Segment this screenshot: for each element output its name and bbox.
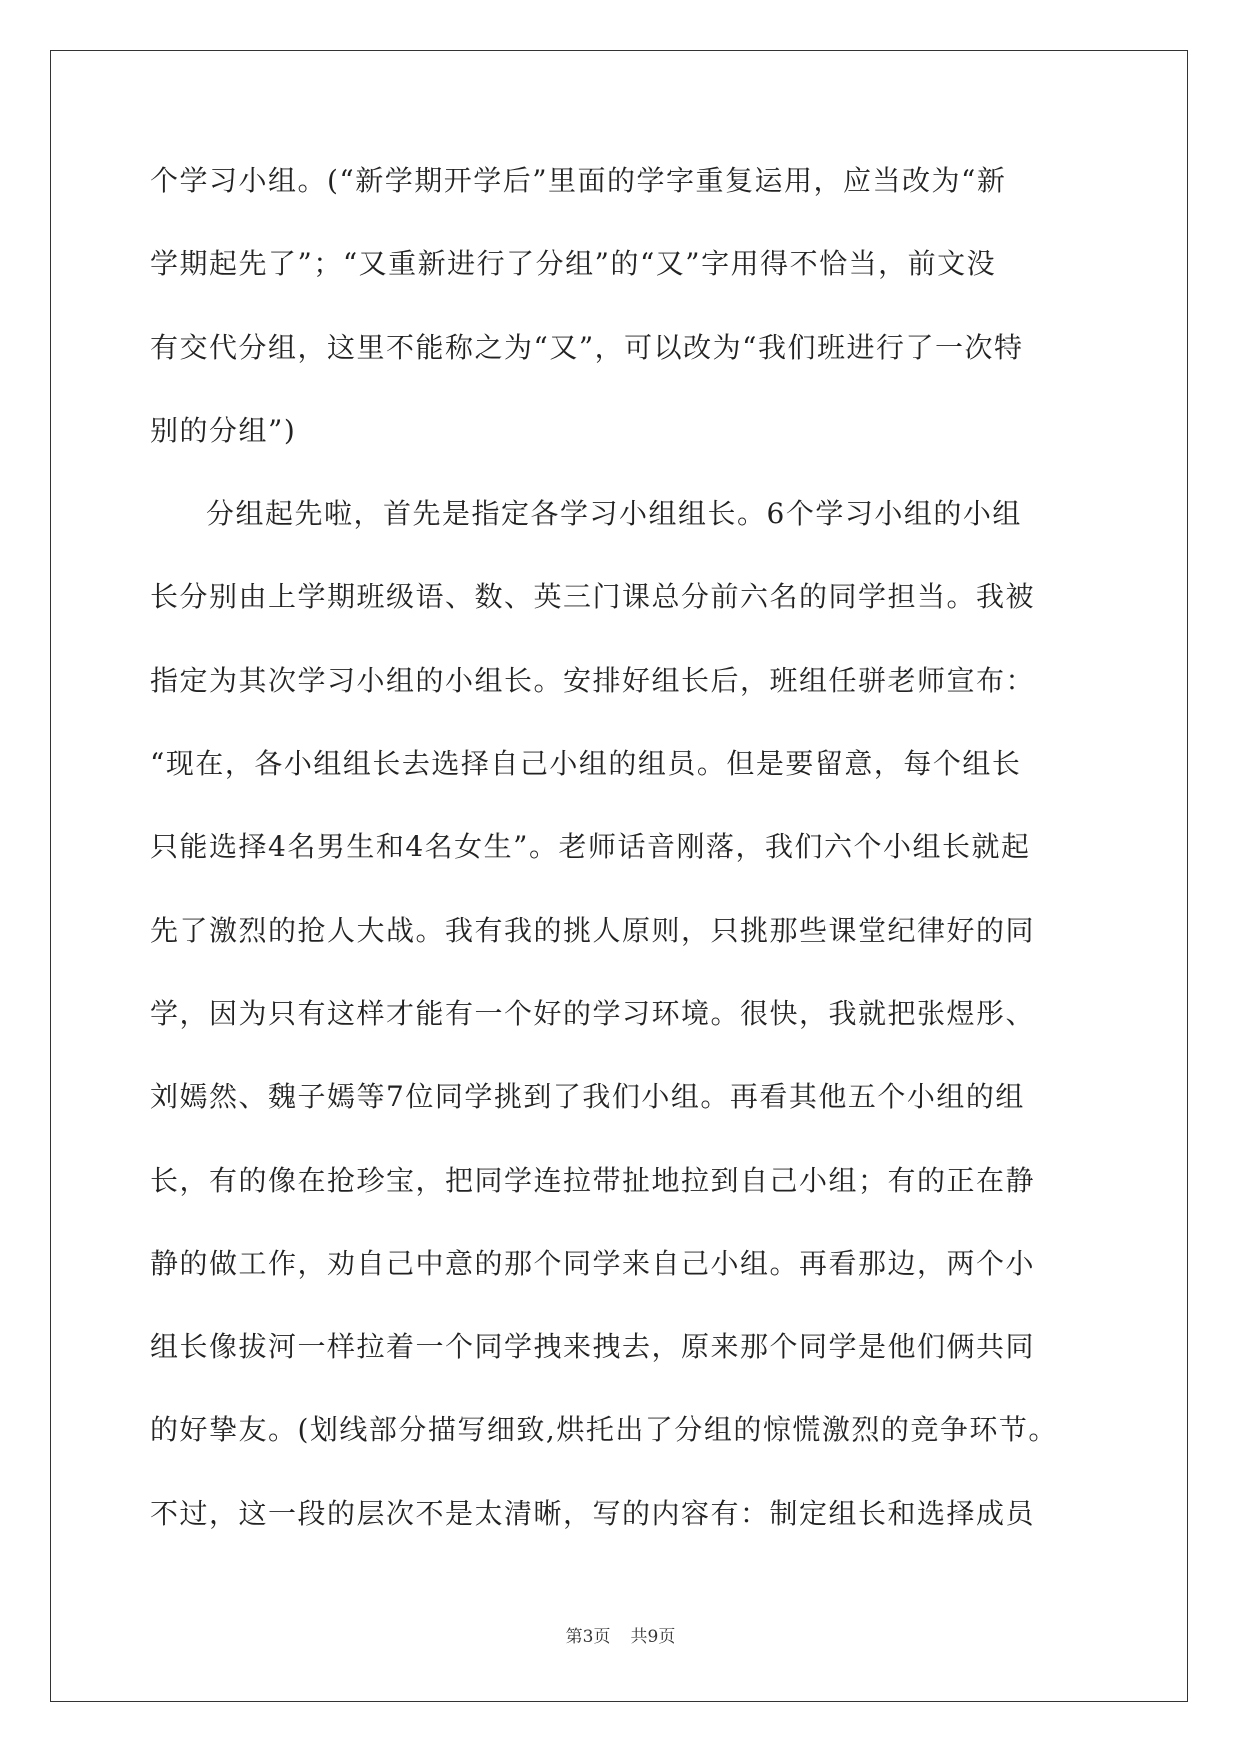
text-line: 静的做工作，劝自己中意的那个同学来自己小组。再看那边，两个小 — [150, 1246, 1036, 1280]
text-line: “现在，各小组组长去选择自己小组的组员。但是要留意，每个组长 — [150, 747, 1022, 781]
text-line: 长分别由上学期班级语、数、英三门课总分前六名的同学担当。我被 — [150, 580, 1036, 614]
page-number: 第3页 — [565, 1627, 611, 1647]
text-line: 不过，这一段的层次不是太清晰，写的内容有：制定组长和选择成员 — [150, 1496, 1036, 1530]
text-line: 先了激烈的抢人大战。我有我的挑人原则，只挑那些课堂纪律好的同 — [150, 913, 1036, 947]
text-line: 学，因为只有这样才能有一个好的学习环境。很快，我就把张煜彤、 — [150, 996, 1036, 1030]
text-line: 只能选择4名男生和4名女生”。老师话音刚落，我们六个小组长就起 — [150, 830, 1031, 864]
page-footer — [0, 1622, 1241, 1647]
text-line: 长，有的像在抢珍宝，把同学连拉带扯地拉到自己小组；有的正在静 — [150, 1163, 1036, 1197]
text-line: 的好挚友。(划线部分描写细致,烘托出了分组的惊慌激烈的竞争环节。 — [150, 1413, 1058, 1447]
text-line: 组长像拔河一样拉着一个同学拽来拽去，原来那个同学是他们俩共同 — [150, 1330, 1036, 1364]
page-total: 共9页 — [630, 1627, 676, 1647]
document-body — [150, 158, 1090, 1574]
text-line: 刘嫣然、魏子嫣等7位同学挑到了我们小组。再看其他五个小组的组 — [150, 1080, 1025, 1114]
text-line: 学期起先了”；“又重新进行了分组”的“又”字用得不恰当，前文没 — [150, 247, 997, 281]
text-line: 个学习小组。(“新学期开学后”里面的学字重复运用，应当改为“新 — [150, 164, 1007, 197]
text-line: 指定为其次学习小组的小组长。安排好组长后，班组任骈老师宣布： — [150, 663, 1036, 697]
text-line: 别的分组”) — [150, 413, 297, 447]
text-line: 分组起先啦，首先是指定各学习小组组长。6个学习小组的小组 — [206, 497, 1022, 531]
text-line: 有交代分组，这里不能称之为“又”，可以改为“我们班进行了一次特 — [150, 330, 1024, 364]
